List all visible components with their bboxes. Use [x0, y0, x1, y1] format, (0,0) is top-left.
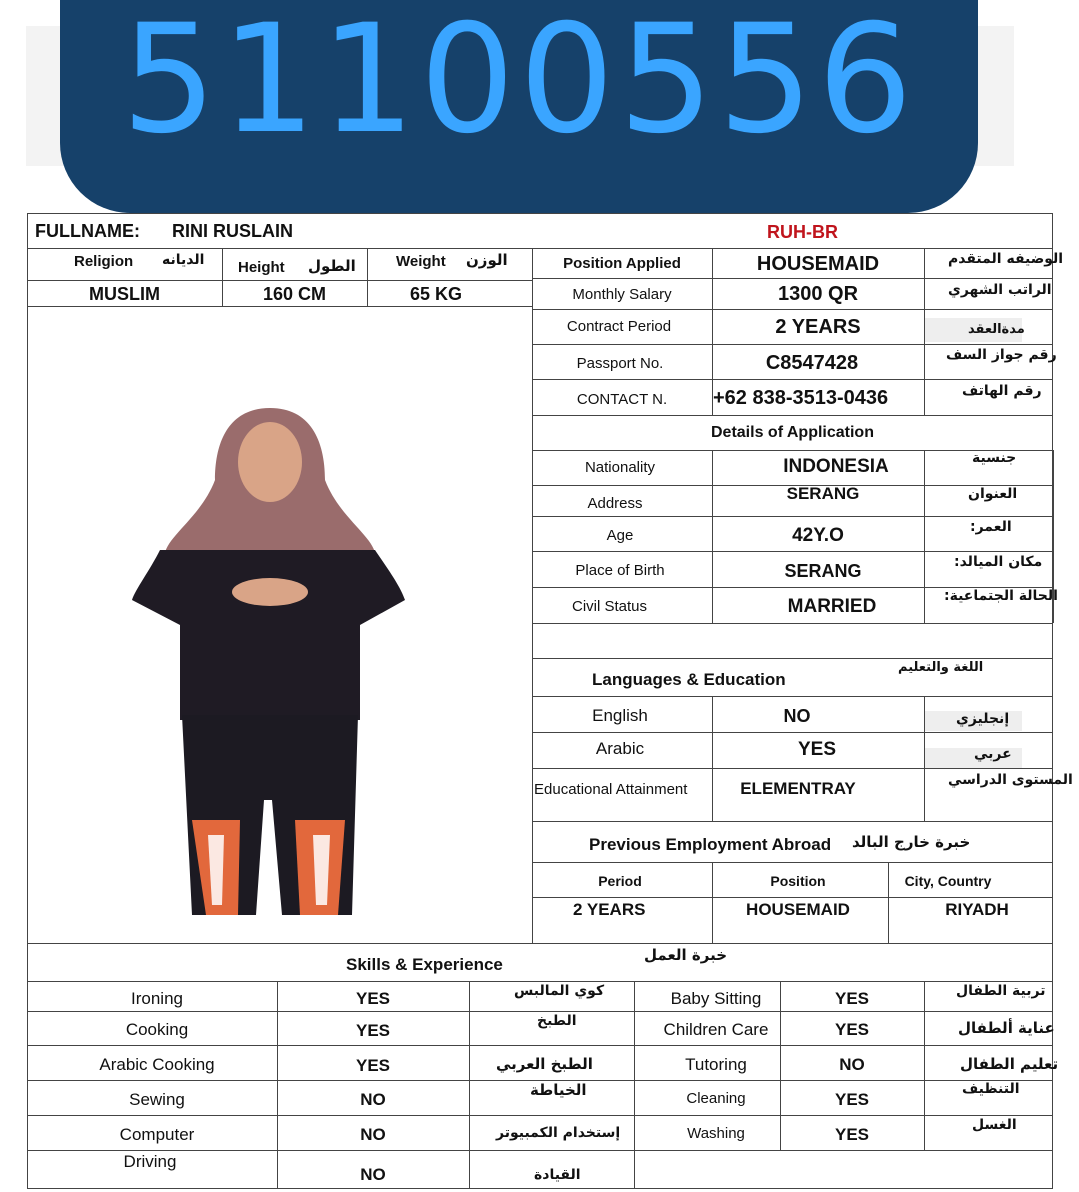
skill-cooking-value: YES: [355, 1021, 391, 1040]
education-value: ELEMENTRAY: [740, 779, 856, 798]
arabic-label: Arabic: [595, 739, 645, 758]
employment-city: RIYADH: [945, 900, 1009, 919]
skill-children-care-ar: عناية ألطفال: [958, 1019, 1055, 1037]
skill-baby-sitting-ar: تربية الطفال: [956, 983, 1046, 999]
skill-tutoring-value: NO: [839, 1055, 865, 1074]
employment-title-ar: خبرة خارج البالد: [852, 833, 971, 851]
skill-computer-ar: إستخدام الكمبيوتر: [496, 1125, 621, 1141]
position-label: Position Applied: [563, 255, 681, 272]
skill-cleaning-value: YES: [834, 1090, 870, 1109]
passport-label-ar: رقم جواز السف: [946, 347, 1057, 363]
skill-sewing-value: NO: [360, 1090, 386, 1109]
address-label: Address: [587, 495, 643, 512]
religion-label: Religion: [74, 253, 134, 270]
skill-children-care-value: YES: [834, 1020, 870, 1039]
salary-label: Monthly Salary: [572, 286, 672, 303]
weight-label: Weight: [396, 253, 446, 270]
age-value: 42Y.O: [792, 525, 844, 546]
skill-ironing: Ironing: [131, 989, 183, 1008]
religion-label-ar: الديانه: [162, 252, 205, 268]
address-value: SERANG: [786, 484, 860, 503]
details-title: Details of Application: [711, 424, 874, 441]
nationality-label: Nationality: [584, 459, 656, 476]
civil-status-value: MARRIED: [787, 596, 877, 617]
employment-period: 2 YEARS: [573, 900, 646, 919]
skill-tutoring: Tutoring: [685, 1055, 747, 1074]
skill-cooking: Cooking: [125, 1020, 189, 1039]
skills-title: Skills & Experience: [346, 955, 503, 974]
contact-label-ar: رقم الهاتف: [962, 383, 1042, 399]
birthplace-label: Place of Birth: [575, 562, 665, 579]
skill-arabic-cooking: Arabic Cooking: [99, 1055, 215, 1074]
skill-driving-value: NO: [360, 1165, 386, 1184]
arabic-label-ar: عربي: [974, 746, 1012, 762]
employment-header-city: City, Country: [904, 873, 992, 889]
employment-position: HOUSEMAID: [746, 900, 850, 919]
skill-ironing-ar: كوي المالبس: [514, 983, 605, 999]
skill-arabic-cooking-value: YES: [355, 1056, 391, 1075]
skill-baby-sitting: Baby Sitting: [670, 989, 762, 1008]
skill-washing-ar: الغسل: [972, 1117, 1017, 1133]
applicant-photo: [120, 400, 420, 925]
arabic-value: YES: [797, 739, 837, 760]
employment-title: Previous Employment Abroad: [589, 835, 832, 854]
reference-code: RUH-BR: [767, 222, 838, 242]
skills-title-ar: خبرة العمل: [644, 946, 728, 964]
contact-label: CONTACT N.: [576, 391, 668, 408]
address-label-ar: العنوان: [968, 486, 1018, 502]
languages-title-ar: اللغة والتعليم: [898, 660, 984, 675]
civil-status-label-ar: الحالة الجتماعية:: [944, 588, 1058, 604]
languages-title: Languages & Education: [592, 670, 786, 689]
skill-arabic-cooking-ar: الطبخ العربي: [496, 1055, 593, 1073]
employment-header-period: Period: [598, 873, 642, 889]
skill-cleaning-ar: التنظيف: [962, 1081, 1020, 1097]
birthplace-value: SERANG: [784, 561, 862, 581]
skill-washing-value: YES: [834, 1125, 870, 1144]
skill-driving: Driving: [123, 1152, 177, 1171]
banner-phone-number: 51100556: [121, 0, 917, 167]
skill-computer: Computer: [119, 1125, 195, 1144]
english-value: NO: [783, 706, 811, 726]
religion-value: MUSLIM: [89, 284, 160, 304]
skill-driving-ar: القيادة: [534, 1167, 581, 1183]
salary-label-ar: الراتب الشهري: [948, 282, 1052, 298]
age-label: Age: [606, 527, 634, 544]
english-label-ar: إنجليزي: [956, 711, 1010, 727]
nationality-value: INDONESIA: [783, 456, 889, 477]
skill-baby-sitting-value: YES: [834, 989, 870, 1008]
skill-sewing: Sewing: [129, 1090, 185, 1109]
fullname-label: FULLNAME:: [35, 221, 140, 241]
fullname-value: RINI RUSLAIN: [172, 221, 293, 241]
skill-children-care: Children Care: [663, 1020, 769, 1039]
passport-label: Passport No.: [576, 355, 664, 372]
height-value: 160 CM: [262, 284, 327, 304]
skill-cleaning: Cleaning: [686, 1090, 746, 1107]
education-label-ar: المستوى الدراسي: [948, 772, 1073, 788]
birthplace-label-ar: مكان الميالد:: [954, 554, 1043, 570]
skill-computer-value: NO: [360, 1125, 386, 1144]
civil-status-label: Civil Status: [572, 598, 648, 615]
contact-value: +62 838-3513-0436: [713, 387, 889, 409]
contract-label-ar: مدةالعقد: [968, 322, 1025, 337]
english-label: English: [592, 706, 648, 725]
nationality-label-ar: جنسية: [972, 450, 1017, 466]
education-label: Educational Attainment: [534, 781, 688, 798]
skill-washing: Washing: [687, 1125, 745, 1142]
contract-value: 2 YEARS: [775, 316, 861, 338]
salary-value: 1300 QR: [777, 283, 859, 305]
skill-tutoring-ar: تعليم الطفال: [960, 1055, 1059, 1073]
skill-cooking-ar: الطبخ: [537, 1013, 577, 1029]
employment-header-position: Position: [770, 873, 826, 889]
weight-label-ar: الوزن: [466, 251, 508, 269]
height-label-ar: الطول: [308, 257, 356, 275]
height-label: Height: [238, 259, 285, 276]
contract-label: Contract Period: [566, 318, 672, 335]
passport-value: C8547428: [765, 352, 859, 374]
skill-sewing-ar: الخياطة: [530, 1081, 587, 1099]
position-value: HOUSEMAID: [756, 253, 880, 275]
position-label-ar: الوضيفه المتقدم: [948, 251, 1064, 267]
weight-value: 65 KG: [410, 284, 463, 304]
age-label-ar: العمر:: [970, 519, 1012, 535]
skill-ironing-value: YES: [355, 989, 391, 1008]
